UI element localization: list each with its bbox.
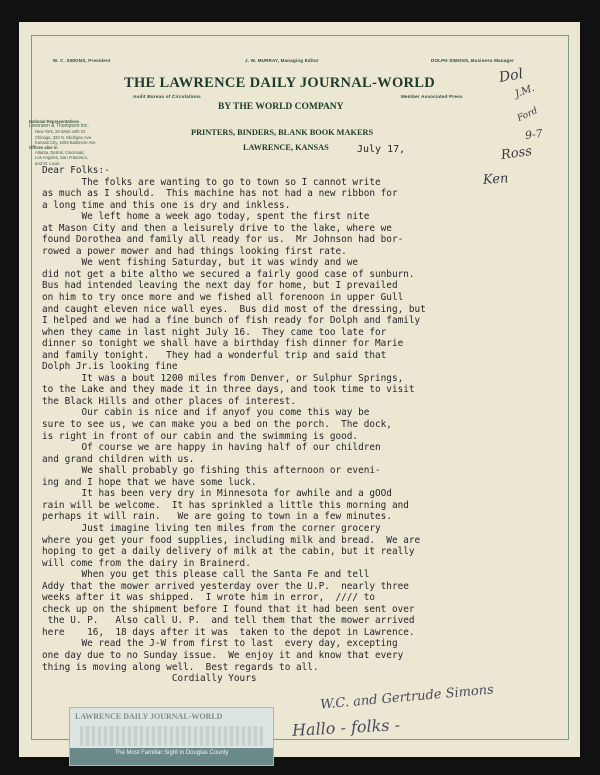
letter-line: Addy that the mower arrived yesterday over the U.P. nearly three xyxy=(42,580,409,592)
letter-line: We shall probably go fishing this afternoon or eveni- xyxy=(42,465,381,477)
letter-line: ing and I hope that we have some luck. xyxy=(42,476,257,488)
trade-line: PRINTERS, BINDERS, BLANK BOOK MAKERS xyxy=(191,128,374,137)
letter-line: the Black Hills and other places of interest. xyxy=(42,395,296,407)
newspaper-clipping xyxy=(69,707,274,766)
letter-line: the U. P. Also call U. P. and tell them that the mower arrived xyxy=(42,615,415,627)
signature: W.C. and Gertrude Simons xyxy=(319,682,495,713)
national-representatives: National Representatives Lorenzen & Thompson Inc. New York, 28 West 44th St. Chicago, 333 N. Michigan Ave. Kansas City, 1004 Baltimore Ave. Offices also in Atlanta, Detroit, Cincinnati, Los Angeles, San Francisco, and St. Louis xyxy=(29,119,97,166)
margin-note: Ken xyxy=(482,171,509,188)
letter-line: Dolph Jr.is looking fine xyxy=(42,361,178,373)
letter-line: is right in front of our cabin and the swimming is good. xyxy=(42,430,359,442)
letter-line: sure to see us, we can make you a bed on the porch. The dock, xyxy=(42,419,392,431)
letter-line: check up on the shipment before I found that it had been sent over xyxy=(42,603,415,615)
letter-line: did not get a bite altho we secured a fairly good case of sunburn. xyxy=(42,268,415,280)
letter-line: hoping to get a daily delivery of milk at the cabin, but it really xyxy=(42,546,415,558)
margin-note: J.M. xyxy=(513,82,537,101)
letter-line: Bus had intended leaving the next day for home, but I prevailed xyxy=(42,280,398,292)
margin-note: Ford xyxy=(515,105,540,125)
letter-line: one day due to no Sunday issue. We enjoy it and know that every xyxy=(42,649,404,661)
letter-line: will come from the dairy in Brainerd. xyxy=(42,557,251,569)
letter-line: It was a bout 1200 miles from Denver, or Sulphur Springs, xyxy=(42,372,404,384)
letter-line: here 16, 18 days after it was taken to the depot in Lawrence. xyxy=(42,626,415,638)
letter-line: found Dorothea and family all ready for us. Mr Johnson had bor- xyxy=(42,234,404,246)
letter-line: The folks are wanting to go to town so I cannot write xyxy=(42,176,381,188)
letter-line: thing is moving along well. Best regards to all. xyxy=(42,661,319,673)
letter-line: rowed a power mower and had things looking first rate. xyxy=(42,245,347,257)
audit-bureau-note: Audit Bureau of Circulations xyxy=(133,94,201,99)
letter-line: We went fishing Saturday, but it was windy and we xyxy=(42,257,359,269)
company-line: BY THE WORLD COMPANY xyxy=(218,102,344,112)
president-credit: W. C. SIMONS, President xyxy=(53,58,111,63)
letter-line: at Mason City and then a leisurely drive to the lake, where we xyxy=(42,222,392,234)
letter-line: and family tonight. They had a wonderful trip and said that xyxy=(42,349,387,361)
letter-line: We read the J-W from first to last every day, excepting xyxy=(42,638,398,650)
business-manager-credit: DOLPH SIMONS, Business Manager xyxy=(431,58,515,63)
letter-line: Cordially Yours xyxy=(42,673,257,685)
margin-note: Ross xyxy=(500,143,533,164)
letter-date: July 17, xyxy=(357,144,406,155)
letter-line: rain will be welcome. It has sprinkled a little this morning and xyxy=(42,499,409,511)
newspaper-title: THE LAWRENCE DAILY JOURNAL-WORLD xyxy=(124,75,436,91)
associated-press-note: Member Associated Press xyxy=(401,94,463,99)
letter-line: when they came in last night July 16. They came too late for xyxy=(42,326,387,338)
city-line: LAWRENCE, KANSAS xyxy=(243,143,329,152)
letter-line: and caught eleven nice wall eyes. Bus did most of the dressing, but xyxy=(42,303,426,315)
letter-line: perhaps it will rain. We are going to town in a few minutes. xyxy=(42,511,392,523)
margin-note: 9-7 xyxy=(524,126,544,143)
letter-line: We left home a week ago today, spent the first nite xyxy=(42,211,370,223)
letter-line: Just imagine living ten miles from the corner grocery xyxy=(42,522,381,534)
letter-line: Dear Folks:- xyxy=(42,165,110,176)
letter-line: a long time and this one is dry and inkless. xyxy=(42,199,291,211)
letter-line: where you get your food supplies, including milk and bread. We are xyxy=(42,534,421,546)
clipping-photo xyxy=(80,726,263,746)
letter-line: dinner so tonight we shall have a birthday fish dinner for Marie xyxy=(42,338,404,350)
managing-editor-credit: J. W. MURRAY, Managing Editor xyxy=(245,58,319,63)
letter-body xyxy=(42,165,542,685)
letter-line: Our cabin is nice and if anyof you come this way be xyxy=(42,407,370,419)
letter-line: When you get this please call the Santa Fe and tell xyxy=(42,569,370,581)
letter-line: and grand children with us. xyxy=(42,453,195,465)
letter-line: as much as I should. This machine has not had a new ribbon for xyxy=(42,188,398,200)
margin-note: Dol xyxy=(497,66,525,86)
letter-line: I helped and we had a fine bunch of fish ready for Dolph and family xyxy=(42,315,421,327)
letter-line: weeks after it was shipped. I wrote him in error, //// to xyxy=(42,592,376,604)
letter-line: to the Lake and they made it in three days, and took time to visit xyxy=(42,384,415,396)
letter-line: on him to try once more and we fished all forenoon in upper Gull xyxy=(42,292,404,304)
postscript: Hallo - folks - xyxy=(291,715,401,740)
letter-line: It has been very dry in Minnesota for awhile and a gOOd xyxy=(42,488,392,500)
clipping-header: LAWRENCE DAILY JOURNAL-WORLD xyxy=(75,712,223,721)
clipping-caption: The Most Familiar Sight in Douglas County xyxy=(114,750,229,756)
letter-line: Of course we are happy in having half of our children xyxy=(42,442,381,454)
